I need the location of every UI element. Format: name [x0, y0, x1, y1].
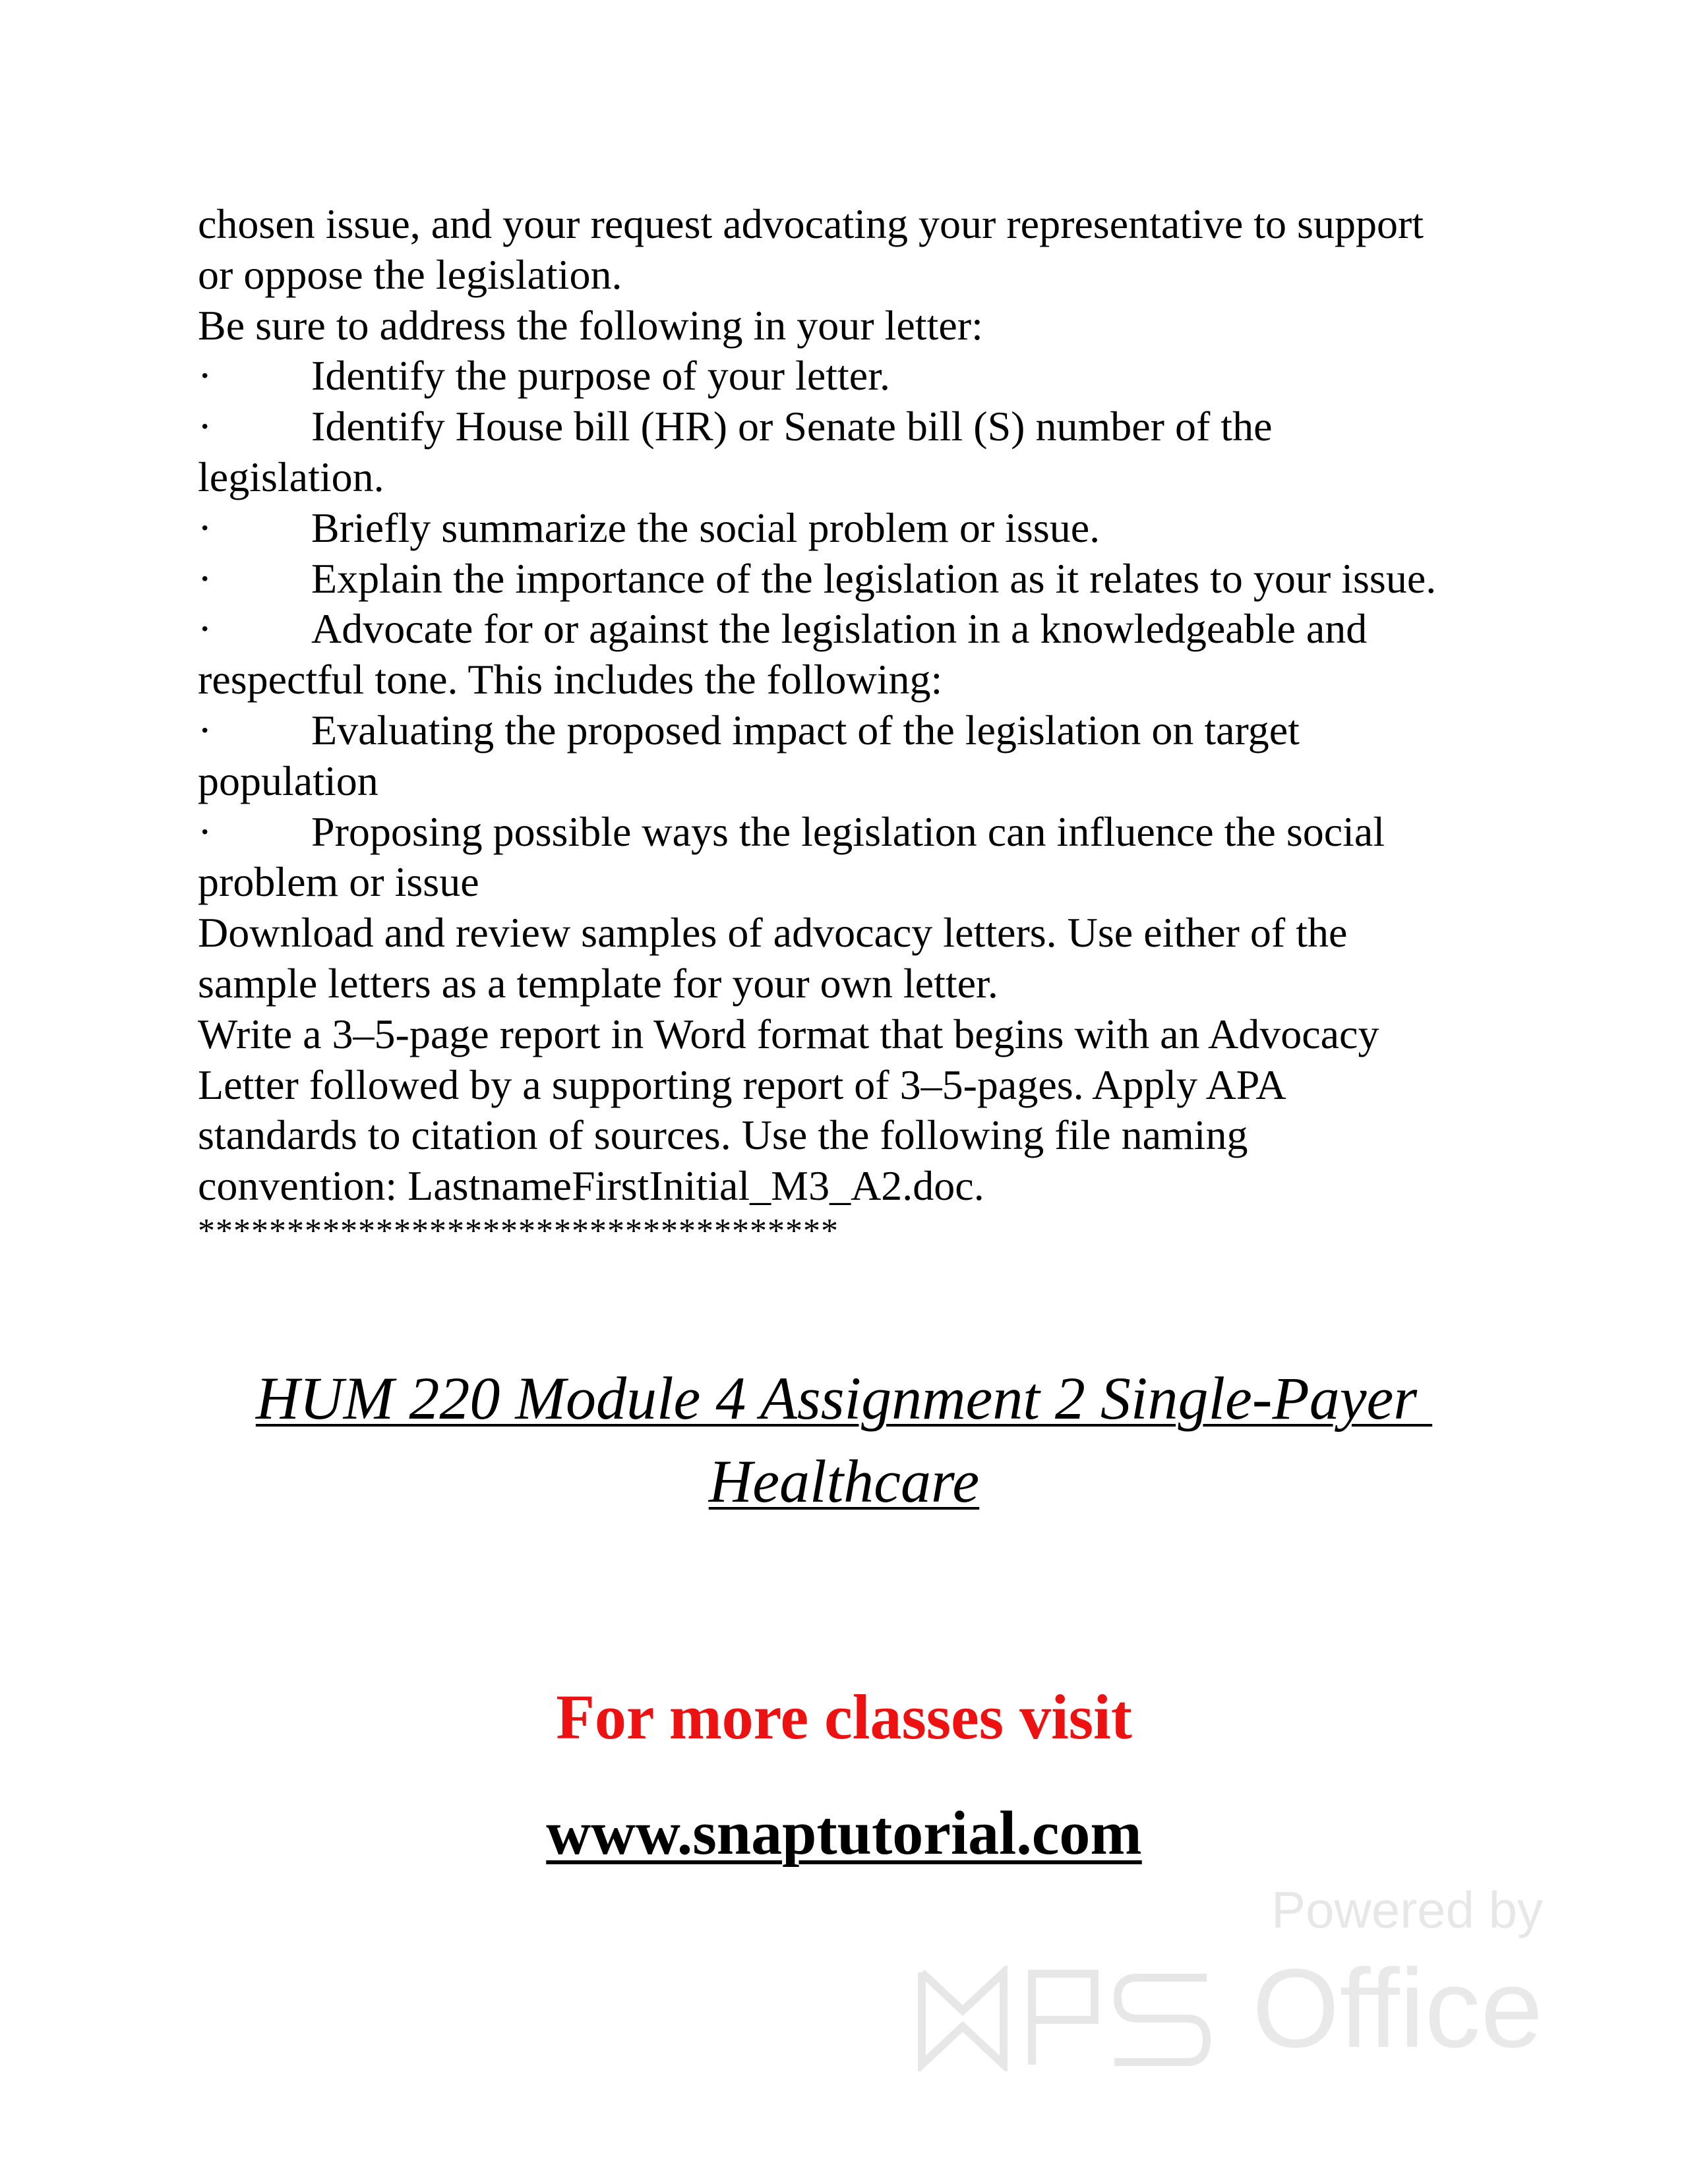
- list-item: [198, 503, 1517, 554]
- list-item-continuation: respectful tone. This includes the following:: [198, 656, 943, 703]
- body-line: Letter followed by a supporting report of 3–5-pages. Apply APA: [198, 1061, 1286, 1108]
- bullet-list: [198, 351, 1517, 908]
- bullet-marker: ·: [198, 403, 212, 450]
- wps-watermark: [917, 1880, 1550, 2071]
- bullet-marker: ·: [198, 554, 212, 602]
- heading-line-2: Healthcare: [708, 1448, 980, 1515]
- bullet-marker: ·: [198, 605, 212, 653]
- list-item-continuation: legislation.: [198, 453, 384, 500]
- watermark-brand: Office: [1252, 1946, 1543, 2071]
- heading-line-1: HUM 220 Module 4 Assignment 2 Single-Payer: [255, 1365, 1433, 1432]
- assignment-heading: [0, 1357, 1688, 1523]
- list-item-continuation: problem or issue: [198, 858, 479, 906]
- body-line: Write a 3–5-page report in Word format that begins with an Advocacy: [198, 1010, 1379, 1057]
- list-item: [198, 554, 1517, 605]
- body-line: convention: LastnameFirstInitial_M3_A2.doc.: [198, 1162, 984, 1210]
- list-item-text: Identify the purpose of your letter.: [311, 352, 890, 399]
- wps-logo-icon: [917, 1966, 1246, 2071]
- list-item: [198, 705, 1517, 756]
- list-item: [198, 401, 1517, 452]
- body-line: chosen issue, and your request advocating your representative to support: [198, 200, 1424, 247]
- body-line: Be sure to address the following in your letter:: [198, 301, 983, 349]
- body-line: or oppose the legislation.: [198, 251, 622, 298]
- watermark-powered-by: Powered by: [1271, 1881, 1543, 1939]
- separator-line: ************************************: [198, 1212, 839, 1250]
- website-link[interactable]: www.snaptutorial.com: [546, 1799, 1142, 1868]
- list-item-continuation: population: [198, 757, 378, 804]
- bullet-marker: ·: [198, 504, 212, 551]
- list-item-text: Identify House bill (HR) or Senate bill (S) number of the: [311, 403, 1273, 450]
- list-item: [198, 604, 1517, 655]
- bullet-marker: ·: [198, 706, 212, 753]
- list-item-text: Proposing possible ways the legislation can influence the social: [311, 808, 1385, 855]
- body-line: standards to citation of sources. Use the following file naming: [198, 1111, 1248, 1159]
- bullet-marker: ·: [198, 352, 212, 399]
- body-line: Download and review samples of advocacy letters. Use either of the: [198, 909, 1348, 957]
- promo-text: For more classes visit: [556, 1682, 1132, 1752]
- list-item-text: Advocate for or against the legislation in a knowledgeable and: [311, 605, 1368, 653]
- list-item-text: Briefly summarize the social problem or issue.: [311, 504, 1100, 551]
- list-item: [198, 807, 1517, 858]
- list-item: [198, 351, 1517, 401]
- list-item-text: Explain the importance of the legislation as it relates to your issue.: [311, 554, 1437, 602]
- bullet-marker: ·: [198, 808, 212, 855]
- body-line: sample letters as a template for your own letter.: [198, 959, 998, 1007]
- document-body: [198, 199, 1517, 1251]
- list-item-text: Evaluating the proposed impact of the legislation on target: [311, 706, 1300, 753]
